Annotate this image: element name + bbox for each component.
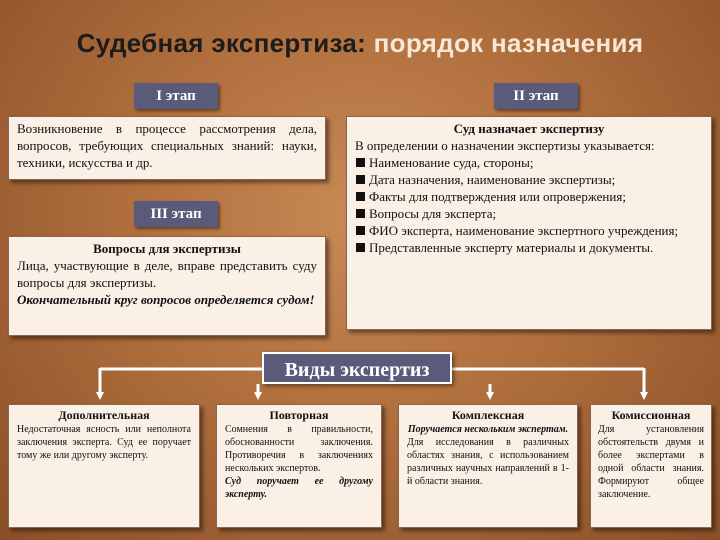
stage-2-heading: Суд назначает экспертизу xyxy=(453,121,605,136)
kind-commission-heading: Комиссионная xyxy=(611,408,691,422)
stage-2-intro: В определении о назначении экспертизы указывается: xyxy=(355,138,655,153)
kind-repeated-emphasis: Суд поручает ее другому эксперту. xyxy=(225,476,373,500)
title-main: Судебная экспертиза: xyxy=(76,28,367,58)
list-item: Представленные эксперту материалы и документы. xyxy=(355,239,703,256)
kind-additional-box xyxy=(8,404,200,528)
stage-3-label: III этап xyxy=(134,201,218,227)
kinds-label: Виды экспертиз xyxy=(262,352,452,384)
list-item: Наименование суда, стороны; xyxy=(355,154,703,171)
kind-complex-box xyxy=(398,404,578,528)
kind-repeated-text: Сомнения в правильности, обоснованности заключения. Противоречия в заключениях нескольких экспертов. xyxy=(225,424,373,474)
stage-3-emphasis: Окончательный круг вопросов определяется судом! xyxy=(17,292,315,307)
list-item: Дата назначения, наименование экспертизы; xyxy=(355,171,703,188)
kind-complex-heading: Комплексная xyxy=(451,408,525,422)
list-item: ФИО эксперта, наименование экспертного учреждения; xyxy=(355,222,703,239)
stage-3-text: Лица, участвующие в деле, вправе представить суду вопросы для экспертизы. xyxy=(17,258,317,290)
stage-1-label: I этап xyxy=(134,83,218,109)
stage-1-text: Возникновение в процессе рассмотрения дела, вопросов, требующих специальных знаний: науки, техники, искусства и др. xyxy=(17,121,317,170)
kind-additional-text: Недостаточная ясность или неполнота заключения эксперта. Суд ее поручает тому же или другому эксперту. xyxy=(17,424,191,461)
kind-additional-heading: Дополнительная xyxy=(58,408,150,422)
list-item: Факты для подтверждения или опровержения; xyxy=(355,188,703,205)
stage-3-heading: Вопросы для экспертизы xyxy=(93,241,241,256)
kind-repeated-box xyxy=(216,404,382,528)
kind-complex-emphasis: Поручается нескольким экспертам. xyxy=(407,424,569,435)
list-item: Вопросы для эксперта; xyxy=(355,205,703,222)
kind-commission-box xyxy=(590,404,712,528)
kind-repeated-heading: Повторная xyxy=(269,408,329,422)
kind-commission-text: Для установления обстоятельств двумя и более экспертами в одной области знания. Формируют общее заключение. xyxy=(598,424,704,500)
title-accent: порядок назначения xyxy=(373,28,644,58)
kind-complex-text: Для исследования в различных областях знания, с использованием различных научных направлений в 1-й области знания. xyxy=(407,437,569,487)
stage-2-label: II этап xyxy=(494,83,578,109)
